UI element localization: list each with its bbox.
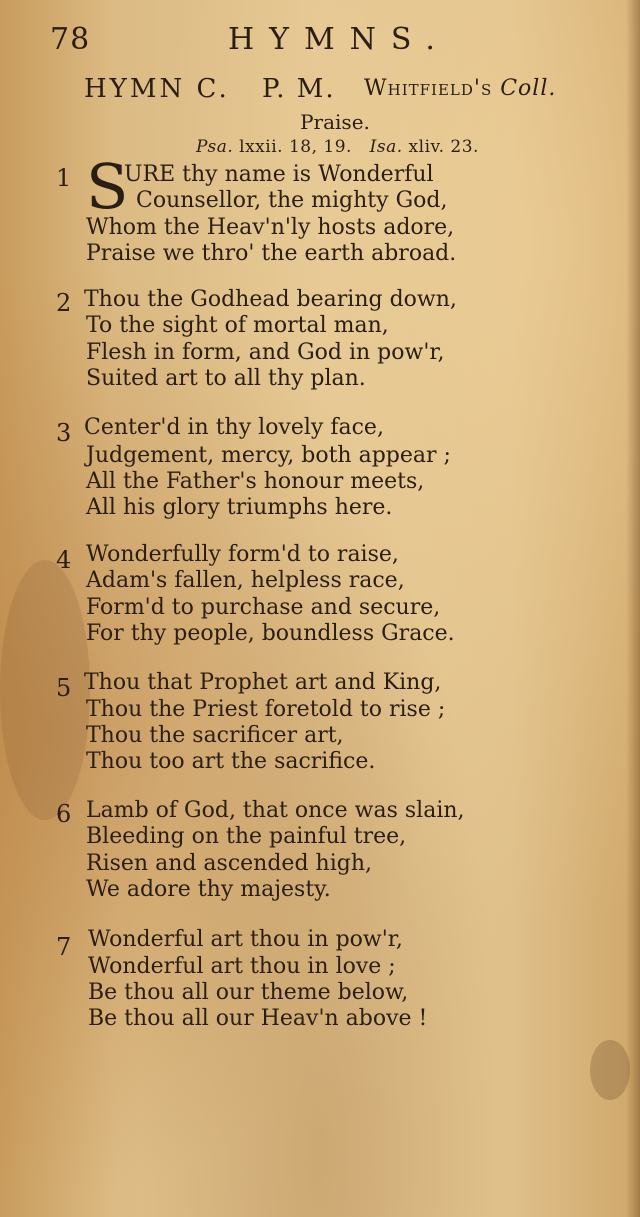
hymn-title-row [84, 74, 614, 110]
psalm-book: Psa. [196, 137, 234, 157]
page-header [0, 22, 640, 62]
isaiah-book: Isa. [369, 137, 403, 157]
verse-line: Bleeding on the painful tree, [86, 824, 407, 849]
stanza-number: 7 [56, 933, 72, 961]
stanza-number: 2 [56, 289, 72, 317]
verse-line: Thou the Priest foretold to rise ; [86, 697, 446, 722]
hymn-source [364, 76, 556, 101]
verse-line: Wonderful art thou in pow'r, [88, 927, 403, 952]
verse-line: Suited art to all thy plan. [86, 366, 366, 391]
verse-line: We adore thy majesty. [86, 877, 331, 902]
hymn-subject: Praise. [300, 110, 370, 134]
verse-line: To the sight of mortal man, [86, 313, 389, 338]
verse-line: Praise we thro' the earth abroad. [86, 241, 457, 266]
stanza [56, 287, 616, 397]
page-number: 78 [50, 22, 91, 57]
verse-line: Thou the sacrificer art, [86, 723, 344, 748]
verse-line: Risen and ascended high, [86, 851, 372, 876]
stanza [56, 542, 616, 652]
verse-line: Adam's fallen, helpless race, [86, 568, 405, 593]
page-edge-shadow [626, 0, 640, 1217]
stanza-number: 1 [56, 164, 72, 192]
verse-line: Be thou all our theme below, [88, 980, 409, 1005]
verse-line: All the Father's honour meets, [86, 469, 425, 494]
hymn-meter: P. M. [262, 74, 336, 104]
verse-line: Flesh in form, and God in pow'r, [86, 340, 445, 365]
verse-line: Judgement, mercy, both appear ; [86, 443, 451, 468]
stanza [56, 415, 616, 525]
verse-line: URE thy name is Wonderful [124, 162, 434, 187]
verse-line: Wonderful art thou in love ; [88, 954, 396, 979]
paper-stain [590, 1040, 630, 1100]
verse-line: Form'd to purchase and secure, [86, 595, 441, 620]
source-abbr: Coll. [500, 76, 557, 101]
verse-line: Lamb of God, that once was slain, [86, 798, 465, 823]
stanza [56, 150, 616, 270]
stanza-number: 6 [56, 800, 72, 828]
verse-line: Counsellor, the mighty God, [136, 188, 448, 213]
verse-line: Whom the Heav'n'ly hosts adore, [86, 215, 455, 240]
isaiah-ref: xliv. 23. [408, 137, 479, 157]
running-head: HYMNS. [228, 22, 450, 57]
verse-line: Thou that Prophet art and King, [84, 670, 442, 695]
source-name: Whitfield's [364, 76, 493, 101]
verse-line: Thou the Godhead bearing down, [84, 287, 457, 312]
verse-line: Center'd in thy lovely face, [84, 415, 384, 440]
hymn-number: HYMN C. [84, 74, 230, 104]
stanza [56, 798, 616, 908]
psalm-ref: lxxii. 18, 19. [239, 137, 352, 157]
verse-line: All his glory triumphs here. [86, 495, 393, 520]
stanza-number: 3 [56, 419, 72, 447]
stanza-number: 5 [56, 674, 72, 702]
verse-line: Thou too art the sacrifice. [86, 749, 376, 774]
verse-line: Wonderfully form'd to raise, [86, 542, 399, 567]
stanza-number: 4 [56, 546, 72, 574]
verse-line: Be thou all our Heav'n above ! [88, 1006, 428, 1031]
drop-cap: S [86, 150, 129, 223]
verse-line: For thy people, boundless Grace. [86, 621, 455, 646]
stanza [56, 927, 616, 1037]
stanza [56, 670, 616, 780]
scripture-refs [196, 137, 479, 157]
